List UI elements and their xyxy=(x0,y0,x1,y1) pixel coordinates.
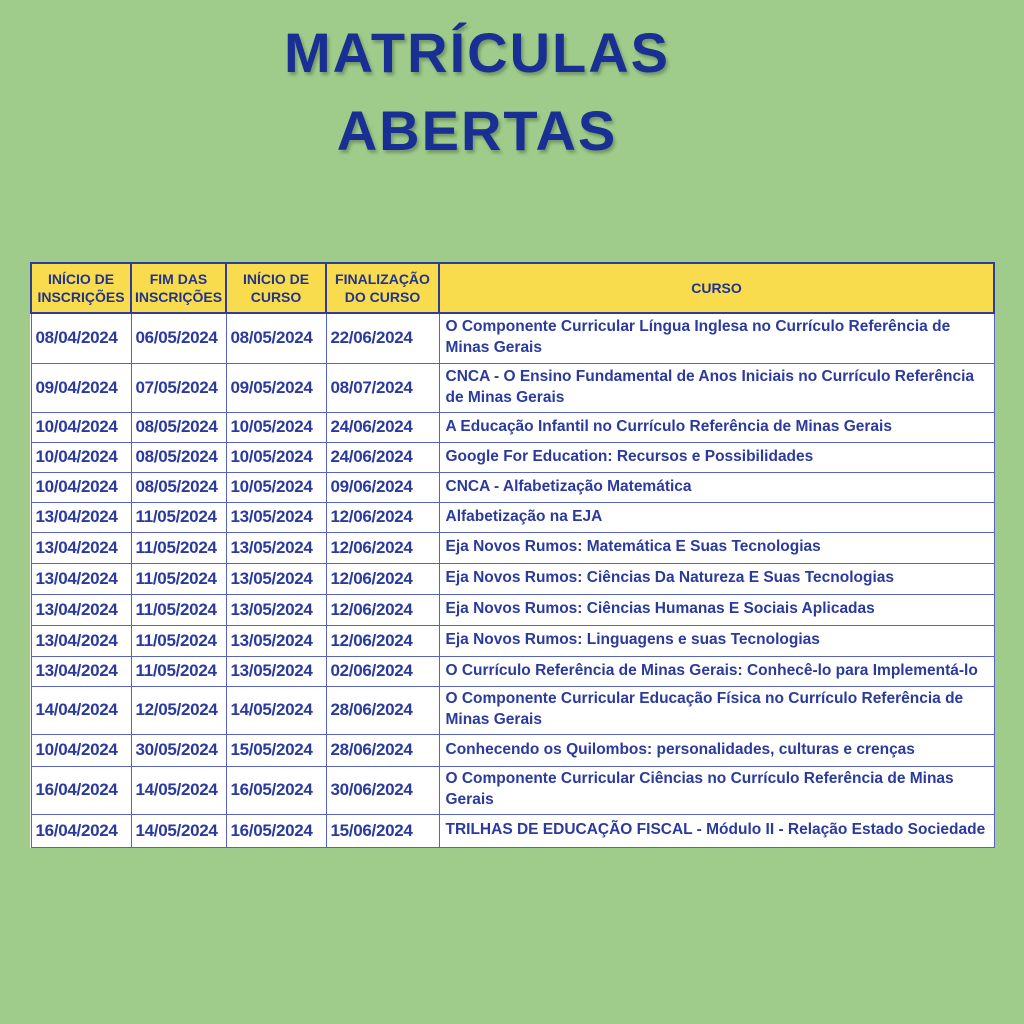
date-cell: 13/05/2024 xyxy=(226,502,326,532)
table-row xyxy=(31,594,994,625)
course-cell: Alfabetização na EJA xyxy=(439,502,994,532)
date-cell: 16/05/2024 xyxy=(226,766,326,814)
date-cell: 08/07/2024 xyxy=(326,363,439,412)
date-cell: 12/06/2024 xyxy=(326,532,439,563)
date-cell: 13/05/2024 xyxy=(226,594,326,625)
page-title-line1: MATRÍCULAS xyxy=(283,21,671,84)
table-row xyxy=(31,502,994,532)
date-cell: 16/04/2024 xyxy=(31,766,131,814)
table-row xyxy=(31,313,994,363)
date-cell: 08/05/2024 xyxy=(131,442,226,472)
date-cell: 10/04/2024 xyxy=(31,472,131,502)
date-cell: 08/04/2024 xyxy=(31,313,131,363)
date-cell: 15/05/2024 xyxy=(226,734,326,766)
date-cell: 13/05/2024 xyxy=(226,625,326,656)
course-cell: Google For Education: Recursos e Possibilidades xyxy=(439,442,994,472)
table-row xyxy=(31,363,994,412)
header-curso: CURSO xyxy=(439,263,994,313)
course-cell: O Currículo Referência de Minas Gerais: Conhecê-lo para Implementá-lo xyxy=(439,656,994,686)
course-cell: TRILHAS DE EDUCAÇÃO FISCAL - Módulo II - Relação Estado Sociedade xyxy=(439,814,994,847)
date-cell: 22/06/2024 xyxy=(326,313,439,363)
course-cell: Eja Novos Rumos: Linguagens e suas Tecnologias xyxy=(439,625,994,656)
date-cell: 10/04/2024 xyxy=(31,734,131,766)
header-fim-inscricoes: FIM DAS INSCRIÇÕES xyxy=(131,263,226,313)
date-cell: 11/05/2024 xyxy=(131,656,226,686)
date-cell: 12/06/2024 xyxy=(326,625,439,656)
table-row xyxy=(31,472,994,502)
date-cell: 10/04/2024 xyxy=(31,412,131,442)
date-cell: 10/05/2024 xyxy=(226,412,326,442)
date-cell: 09/06/2024 xyxy=(326,472,439,502)
course-cell: Eja Novos Rumos: Ciências Humanas E Sociais Aplicadas xyxy=(439,594,994,625)
date-cell: 24/06/2024 xyxy=(326,442,439,472)
course-cell: O Componente Curricular Ciências no Currículo Referência de Minas Gerais xyxy=(439,766,994,814)
date-cell: 13/04/2024 xyxy=(31,563,131,594)
date-cell: 11/05/2024 xyxy=(131,532,226,563)
header-finalizacao-curso: FINALIZAÇÃO DO CURSO xyxy=(326,263,439,313)
date-cell: 09/04/2024 xyxy=(31,363,131,412)
date-cell: 13/04/2024 xyxy=(31,656,131,686)
date-cell: 11/05/2024 xyxy=(131,625,226,656)
date-cell: 14/05/2024 xyxy=(131,814,226,847)
table-row xyxy=(31,734,994,766)
table-row xyxy=(31,814,994,847)
course-cell: O Componente Curricular Língua Inglesa no Currículo Referência de Minas Gerais xyxy=(439,313,994,363)
header-inicio-inscricoes: INÍCIO DE INSCRIÇÕES xyxy=(31,263,131,313)
date-cell: 09/05/2024 xyxy=(226,363,326,412)
course-cell: Eja Novos Rumos: Matemática E Suas Tecnologias xyxy=(439,532,994,563)
date-cell: 13/05/2024 xyxy=(226,563,326,594)
date-cell: 08/05/2024 xyxy=(131,472,226,502)
date-cell: 14/04/2024 xyxy=(31,686,131,734)
course-cell: A Educação Infantil no Currículo Referência de Minas Gerais xyxy=(439,412,994,442)
date-cell: 15/06/2024 xyxy=(326,814,439,847)
date-cell: 13/04/2024 xyxy=(31,625,131,656)
date-cell: 08/05/2024 xyxy=(226,313,326,363)
date-cell: 12/06/2024 xyxy=(326,502,439,532)
table-row xyxy=(31,766,994,814)
date-cell: 12/06/2024 xyxy=(326,594,439,625)
date-cell: 13/05/2024 xyxy=(226,656,326,686)
page-title-line2: ABERTAS xyxy=(336,99,618,163)
table-row xyxy=(31,563,994,594)
header-inicio-curso: INÍCIO DE CURSO xyxy=(226,263,326,313)
date-cell: 10/05/2024 xyxy=(226,472,326,502)
table-row xyxy=(31,656,994,686)
table-row xyxy=(31,442,994,472)
date-cell: 12/06/2024 xyxy=(326,563,439,594)
table-header-row xyxy=(31,263,994,313)
course-cell: Conhecendo os Quilombos: personalidades, culturas e crenças xyxy=(439,734,994,766)
date-cell: 13/05/2024 xyxy=(226,532,326,563)
date-cell: 13/04/2024 xyxy=(31,594,131,625)
date-cell: 06/05/2024 xyxy=(131,313,226,363)
date-cell: 11/05/2024 xyxy=(131,594,226,625)
date-cell: 30/06/2024 xyxy=(326,766,439,814)
table-row xyxy=(31,625,994,656)
enrollment-table xyxy=(30,262,995,848)
course-cell: CNCA - Alfabetização Matemática xyxy=(439,472,994,502)
course-cell: O Componente Curricular Educação Física no Currículo Referência de Minas Gerais xyxy=(439,686,994,734)
date-cell: 11/05/2024 xyxy=(131,563,226,594)
date-cell: 16/04/2024 xyxy=(31,814,131,847)
date-cell: 14/05/2024 xyxy=(131,766,226,814)
date-cell: 28/06/2024 xyxy=(326,686,439,734)
page-title xyxy=(0,14,954,171)
date-cell: 24/06/2024 xyxy=(326,412,439,442)
table-row xyxy=(31,686,994,734)
date-cell: 08/05/2024 xyxy=(131,412,226,442)
table-row xyxy=(31,532,994,563)
course-cell: CNCA - O Ensino Fundamental de Anos Iniciais no Currículo Referência de Minas Gerais xyxy=(439,363,994,412)
date-cell: 10/04/2024 xyxy=(31,442,131,472)
date-cell: 13/04/2024 xyxy=(31,532,131,563)
date-cell: 30/05/2024 xyxy=(131,734,226,766)
date-cell: 11/05/2024 xyxy=(131,502,226,532)
table-body xyxy=(31,313,994,847)
date-cell: 13/04/2024 xyxy=(31,502,131,532)
date-cell: 12/05/2024 xyxy=(131,686,226,734)
date-cell: 10/05/2024 xyxy=(226,442,326,472)
date-cell: 16/05/2024 xyxy=(226,814,326,847)
table-row xyxy=(31,412,994,442)
date-cell: 14/05/2024 xyxy=(226,686,326,734)
date-cell: 02/06/2024 xyxy=(326,656,439,686)
course-cell: Eja Novos Rumos: Ciências Da Natureza E Suas Tecnologias xyxy=(439,563,994,594)
date-cell: 07/05/2024 xyxy=(131,363,226,412)
date-cell: 28/06/2024 xyxy=(326,734,439,766)
